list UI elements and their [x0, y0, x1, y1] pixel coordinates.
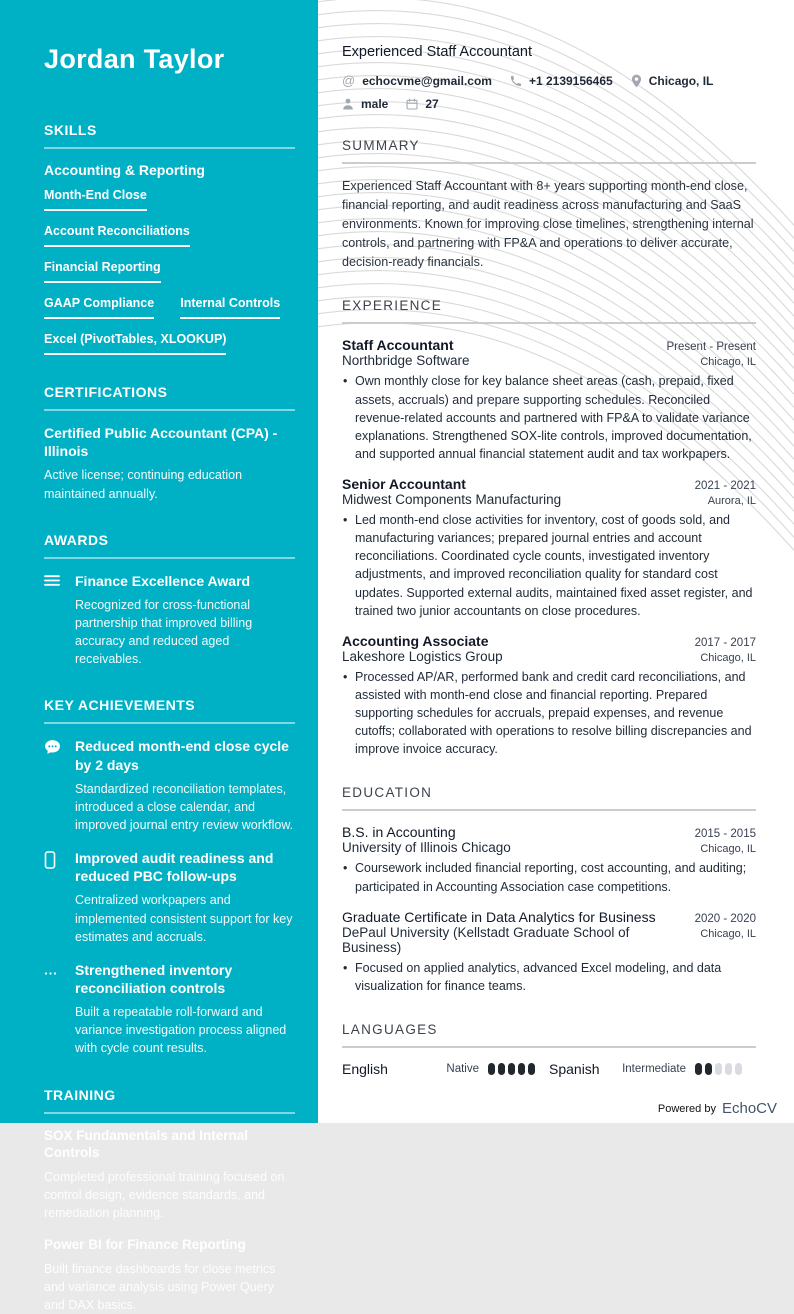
contact-phone [510, 73, 613, 88]
gender-value: male [361, 97, 389, 111]
certification-title: Certified Public Accountant (CPA) - Illinois [44, 425, 278, 460]
contact-gender [342, 97, 388, 111]
skill-category: Accounting & Reporting [44, 162, 205, 178]
language-name: Spanish [549, 1060, 600, 1077]
skill-chip: Internal Controls [180, 296, 280, 319]
contact-location [631, 73, 714, 88]
entry-subheader [342, 925, 756, 955]
phone-value: +1 2139156465 [528, 73, 613, 88]
skill-chips [44, 188, 295, 355]
summary-text: Experienced Staff Accountant with 8+ years supporting month-end close, financial reporting, and audit readiness across manufacturing and SaaS environments. Known for improving close timelines, strengthening internal controls, and partnering with FP&A and operations to deliver accurate, decision-ready financials. [342, 179, 754, 269]
certification-item [44, 424, 295, 503]
award-title: Finance Excellence Award [75, 572, 251, 589]
main-column [342, 0, 756, 1077]
education-location: Chicago, IL [700, 927, 756, 940]
proficiency-dot [735, 1063, 742, 1075]
list-icon [44, 572, 75, 669]
achievement-item [44, 849, 295, 946]
entry-subheader [342, 840, 756, 855]
award-body [75, 572, 295, 669]
experience-bullets [342, 668, 756, 759]
skill-chip: Excel (PivotTables, XLOOKUP) [44, 332, 226, 355]
entry-header [342, 909, 756, 925]
training-title: SOX Fundamentals and Internal Controls [44, 1127, 249, 1161]
sidebar [0, 0, 318, 1312]
entry-header [342, 824, 756, 840]
candidate-name: Jordan Taylor [44, 44, 225, 74]
training-title: Power BI for Finance Reporting [44, 1237, 246, 1253]
award-item [44, 572, 295, 669]
skill-chip: Financial Reporting [44, 260, 161, 283]
language-level: Intermediate [622, 1062, 686, 1075]
bullet-item: • Focused on applied analytics, advanced Excel modeling, and data visualization for finance teams. [342, 959, 756, 995]
proficiency-dot [498, 1063, 505, 1075]
experience-title: Staff Accountant [342, 337, 454, 354]
phone-icon [510, 75, 522, 87]
training-item [44, 1127, 295, 1222]
language-item [342, 1061, 549, 1077]
education-entry [342, 824, 756, 895]
bullet-item: • Coursework included financial reporting, cost accounting, and auditing; participated in Accounting Association case competitions. [342, 859, 756, 895]
skill-chip: Account Reconciliations [44, 224, 190, 247]
contact-age [406, 97, 438, 111]
experience-location: Chicago, IL [700, 651, 756, 664]
proficiency-dot [508, 1063, 515, 1075]
achievement-item [44, 737, 295, 834]
training-description: Built finance dashboards for close metrics and variance analysis using Power Query and DAX basics. [44, 1261, 276, 1312]
entry-header [342, 633, 756, 649]
entry-header [342, 337, 756, 353]
education-title: Graduate Certificate in Data Analytics for Business [342, 908, 656, 925]
experience-entry [342, 337, 756, 463]
education-bullets [342, 859, 756, 895]
contact-email [342, 73, 492, 88]
calendar-icon [406, 98, 418, 110]
entry-header [342, 476, 756, 492]
key-achievements-heading: KEY ACHIEVEMENTS [44, 697, 295, 724]
achievement-body [75, 961, 295, 1058]
award-description: Recognized for cross-functional partnership that improved billing accuracy and reduced aged receivables. [75, 597, 253, 667]
language-level: Native [446, 1062, 479, 1075]
skill-chip: GAAP Compliance [44, 296, 154, 319]
awards-heading: AWARDS [44, 532, 295, 559]
training-heading: TRAINING [44, 1087, 295, 1114]
skill-chip: Month-End Close [44, 188, 147, 211]
at-icon: @ [342, 73, 356, 88]
location-value: Chicago, IL [648, 73, 714, 88]
job-title: Experienced Staff Accountant [342, 44, 532, 60]
experience-dates: 2017 - 2017 [694, 636, 756, 649]
experience-company: Midwest Components Manufacturing [342, 492, 562, 508]
education-dates: 2020 - 2020 [694, 912, 756, 925]
training-section [44, 1087, 295, 1314]
language-name: English [342, 1060, 388, 1077]
skills-heading: SKILLS [44, 122, 295, 149]
education-bullets [342, 959, 756, 995]
education-school: DePaul University (Kellstadt Graduate School of Business) [342, 924, 630, 955]
proficiency-dot [488, 1063, 495, 1075]
achievement-description: Standardized reconciliation templates, introduced a close calendar, and improved journal entry review workflow. [75, 781, 294, 832]
training-description: Completed professional training focused on control design, evidence standards, and remediation planning. [44, 1169, 285, 1220]
location-pin-icon [631, 74, 642, 88]
proficiency-dot [715, 1063, 722, 1075]
achievement-description: Centralized workpapers and implemented consistent support for key estimates and accruals. [75, 893, 293, 944]
language-dots [695, 1063, 742, 1075]
comment-icon [44, 737, 75, 834]
ellipsis-icon [44, 961, 75, 1058]
entry-subheader [342, 353, 756, 368]
experience-location: Aurora, IL [707, 495, 756, 508]
experience-entry [342, 476, 756, 620]
key-achievements-section [44, 697, 295, 1057]
proficiency-dot [725, 1063, 732, 1075]
education-dates: 2015 - 2015 [694, 828, 756, 841]
proficiency-dot [695, 1063, 702, 1075]
achievement-title: Strengthened inventory reconciliation controls [75, 961, 233, 996]
achievement-title: Improved audit readiness and reduced PBC follow-ups [75, 850, 274, 885]
experience-entry [342, 633, 756, 759]
awards-section [44, 532, 295, 669]
education-entry [342, 909, 756, 995]
certifications-section [44, 384, 295, 503]
contact-row [342, 73, 756, 111]
email-value: echocvme@gmail.com [362, 73, 492, 88]
bullet-item: • Led month-end close activities for inventory, cost of goods sold, and manufacturing variances; prepared journal entries and account reconciliations. Coordinated cycle counts, investigated inventory adjustments, and improved reconciliation quality for standard cost updates. Supported external audits, maintained fixed asset register, and trained two junior accountants on close procedures. [342, 511, 756, 620]
language-dots [488, 1063, 535, 1075]
experience-bullets [342, 511, 756, 620]
skills-section [44, 122, 295, 355]
achievement-title: Reduced month-end close cycle by 2 days [75, 738, 289, 773]
summary-heading: SUMMARY [342, 138, 756, 164]
person-icon [342, 98, 354, 110]
education-school: University of Illinois Chicago [342, 840, 511, 856]
experience-dates: 2021 - 2021 [694, 480, 756, 493]
achievement-body [75, 849, 295, 946]
experience-bullets [342, 372, 756, 463]
proficiency-dot [705, 1063, 712, 1075]
experience-company: Northbridge Software [342, 353, 470, 369]
entry-subheader [342, 649, 756, 664]
experience-title: Senior Accountant [342, 476, 466, 493]
experience-location: Chicago, IL [700, 356, 756, 369]
echocv-brand: EchoCV [721, 1100, 777, 1117]
achievement-body [75, 737, 295, 834]
certification-description: Active license; continuing education maintained annually. [44, 468, 243, 501]
languages-heading: LANGUAGES [342, 1022, 756, 1048]
languages-row [342, 1061, 756, 1077]
achievement-description: Built a repeatable roll-forward and variance investigation process aligned with cycle count results. [75, 1005, 287, 1056]
footer [658, 1100, 777, 1117]
bullet-item: • Own monthly close for key balance sheet areas (cash, prepaid, fixed assets, accruals) and prepare supporting schedules. Reconciled revenue-related accounts and partnered with FP&A to validate variance explanations. Strengthened SOX-lite controls, improved documentation, and supported annual financial statement audit and tax workpapers. [342, 372, 756, 463]
entry-subheader [342, 492, 756, 507]
age-value: 27 [425, 97, 439, 111]
education-title: B.S. in Accounting [342, 824, 456, 841]
proficiency-dot [518, 1063, 525, 1075]
bullet-item: • Processed AP/AR, performed bank and credit card reconciliations, and assisted with month-end close and financial reporting. Prepared supporting schedules for accruals, prepaid expenses, and revenue cutoffs; collaborated with operations to resolve billing discrepancies and improve invoice accuracy. [342, 668, 756, 759]
experience-title: Accounting Associate [342, 632, 489, 649]
proficiency-dot [528, 1063, 535, 1075]
language-item [549, 1061, 756, 1077]
education-heading: EDUCATION [342, 785, 756, 811]
experience-heading: EXPERIENCE [342, 298, 756, 324]
experience-company: Lakeshore Logistics Group [342, 648, 503, 664]
powered-by-label: Powered by [657, 1102, 716, 1115]
smartphone-icon [44, 849, 75, 946]
achievement-item [44, 961, 295, 1058]
certifications-heading: CERTIFICATIONS [44, 384, 295, 411]
experience-dates: Present - Present [666, 341, 756, 354]
education-location: Chicago, IL [700, 843, 756, 856]
training-item [44, 1236, 295, 1314]
